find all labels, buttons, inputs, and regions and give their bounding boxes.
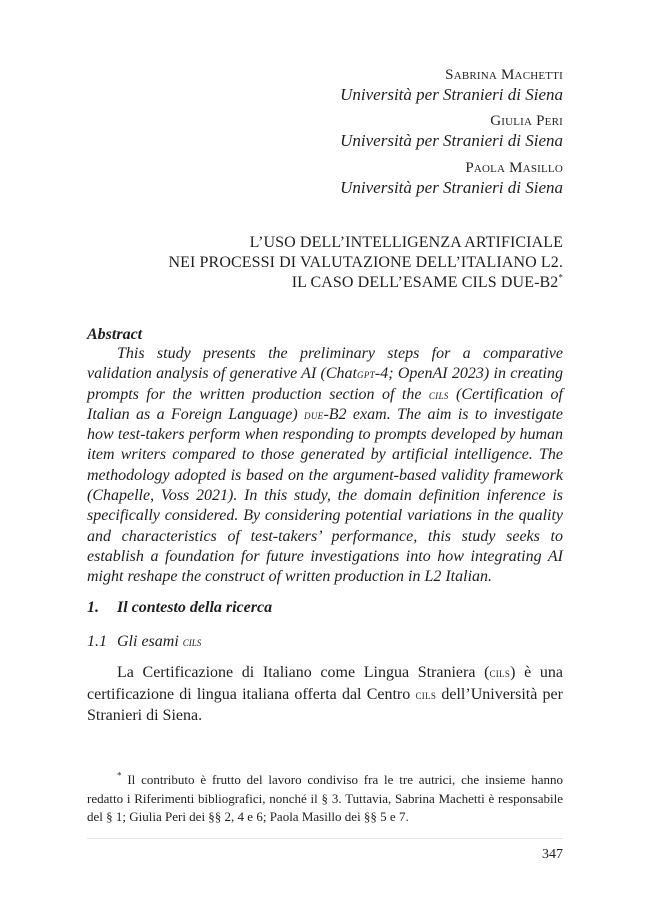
body-text-1: La Certificazione di Italiano come Lingua Straniera ( <box>117 664 490 681</box>
author-affiliation-1: Università per Stranieri di Siena <box>340 85 563 104</box>
section-title: Il contesto della ricerca <box>117 599 273 616</box>
abstract-text-4: -B2 exam. The aim is to investigate how test-takers perform when responding to prompts developed by human item writers compared to those generated by artificial intelligence. The methodology adopted is based on the argument-based validity framework (Chapelle, Voss 2021). In this study, the domain definition inference is specifically considered. By considering potential variations in the quality and characteristics of test-takers’ performance, this study seeks to establish a foundation for future investigations into how integrating AI might reshape the construct of written production in L2 Italian. <box>87 405 563 586</box>
author-affiliation-3: Università per Stranieri di Siena <box>340 178 563 197</box>
abstract-due: due <box>304 406 324 422</box>
title-line-3-text: IL CASO DELL’ESAME CILS DUE-B2 <box>291 274 559 291</box>
abstract-body <box>87 344 563 588</box>
author-name-3: Paola Masillo <box>465 160 563 176</box>
body-paragraph <box>87 662 563 727</box>
section-heading-1 <box>87 599 272 617</box>
body-cils-1: cils <box>489 665 511 680</box>
author-affiliation-2: Università per Stranieri di Siena <box>340 131 563 150</box>
page-number: 347 <box>542 847 563 862</box>
footnote-text: Il contributo è frutto del lavoro condiviso fra le tre autrici, che insieme hanno redatto i Riferimenti bibliografici, nonché il § 3. Tuttavia, Sabrina Machetti è responsabile del § 1; Giulia Peri dei §§ 2, 4 e 6; Paola Masillo dei §§ 5 e 7. <box>87 772 563 824</box>
abstract-text-2: -4; OpenAI 2023) in creating prompts for the written production section of the <box>87 365 563 403</box>
footnote <box>87 771 563 827</box>
body-text-3: dell’Università per Stranieri di Siena. <box>87 685 563 724</box>
page-rule <box>87 838 563 839</box>
abstract-cils: cils <box>428 386 449 402</box>
title-line-2: NEI PROCESSI DI VALUTAZIONE DELL’ITALIANO L2. <box>168 254 563 271</box>
abstract-text-1: This study presents the preliminary steps for a comparative validation analysis of generative AI (Chat <box>87 345 563 383</box>
subsection-title: Gli esami <box>117 633 183 650</box>
title-line-3 <box>292 274 563 292</box>
abstract-gpt: gpt <box>357 366 375 382</box>
body-text-2: ) è una certificazione di lingua italiana offerta dal Centro <box>87 664 563 703</box>
section-number: 1. <box>87 599 99 616</box>
body-cils-2: cils <box>415 686 437 702</box>
abstract-text-3: (Certification of Italian as a Foreign Language) <box>87 385 563 423</box>
title-footnote-marker: * <box>558 272 563 283</box>
subsection-number: 1.1 <box>87 633 107 650</box>
footnote-marker: * <box>117 770 122 781</box>
author-name-1: Sabrina Machetti <box>445 67 563 83</box>
subsection-heading-1-1 <box>87 633 201 651</box>
title-line-1: L’USO DELL’INTELLIGENZA ARTIFICIALE <box>249 234 563 251</box>
author-name-2: Giulia Peri <box>490 113 563 129</box>
abstract-heading: Abstract <box>87 326 143 343</box>
subsection-title-cils: cils <box>182 634 202 649</box>
